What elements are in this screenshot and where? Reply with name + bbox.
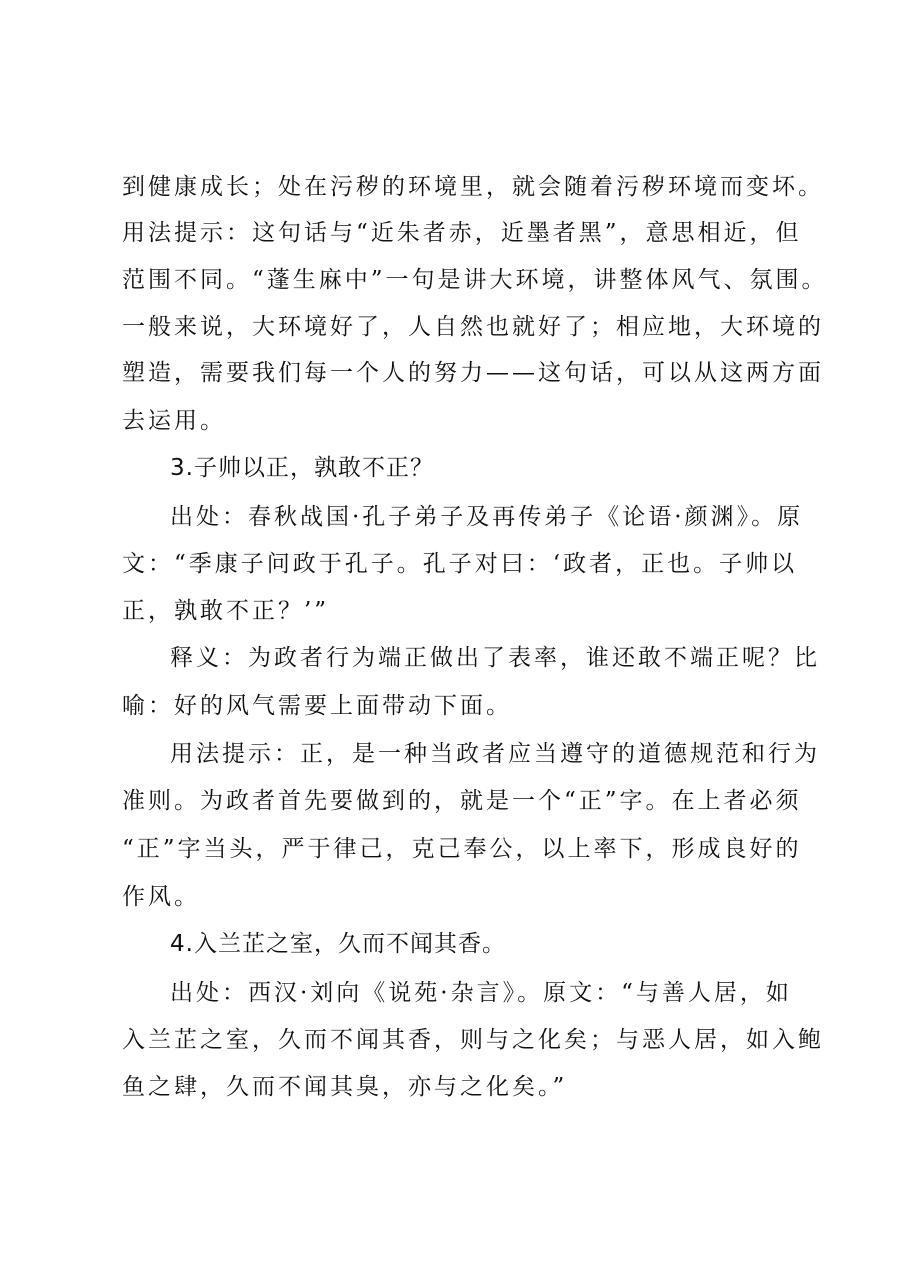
- text-line: 范围不同。“蓬生麻中”一句是讲大环境，讲整体风气、氛围。: [122, 267, 828, 293]
- text-line: 鱼之肆，久而不闻其臭，亦与之化矣。”: [122, 1074, 568, 1100]
- text-line: “正”字当头，严于律己，克己奉公，以上率下，形成良好的: [122, 836, 802, 862]
- text-line: 喻：好的风气需要上面带动下面。: [122, 693, 512, 719]
- text-line: 去运用。: [122, 408, 226, 434]
- text-line: 用法提示：这句话与“近朱者赤，近墨者黑”，意思相近，但: [122, 220, 802, 246]
- text-line: 正，孰敢不正？’”: [122, 598, 330, 624]
- text-line: 作风。: [122, 884, 200, 910]
- text-line: 一般来说，大环境好了，人自然也就好了；相应地，大环境的: [122, 314, 824, 340]
- text-line: 准则。为政者首先要做到的，就是一个“正”字。在上者必须: [122, 788, 802, 814]
- text-line: 释义：为政者行为端正做出了表率，谁还敢不端正呢？比: [170, 645, 820, 671]
- text-line: 入兰芷之室，久而不闻其香，则与之化矣；与恶人居，如入鲍: [122, 1027, 824, 1053]
- section-heading: 4.入兰芷之室，久而不闻其香。: [170, 931, 506, 957]
- text-line: 出处：西汉·刘向《说苑·杂言》。原文：“与善人居，如: [170, 980, 792, 1006]
- text-line: 出处：春秋战国·孔子弟子及再传弟子《论语·颜渊》。原: [170, 504, 804, 530]
- text-line: 文：“季康子问政于孔子。孔子对曰：‘政者，正也。子帅以: [122, 551, 798, 577]
- text-line: 到健康成长；处在污秽的环境里，就会随着污秽环境而变坏。: [122, 174, 824, 200]
- section-heading: 3.子帅以正，孰敢不正？: [170, 455, 434, 481]
- text-line: 用法提示：正，是一种当政者应当遵守的道德规范和行为: [170, 741, 820, 767]
- text-line: 塑造，需要我们每一个人的努力——这句话，可以从这两方面: [122, 360, 824, 386]
